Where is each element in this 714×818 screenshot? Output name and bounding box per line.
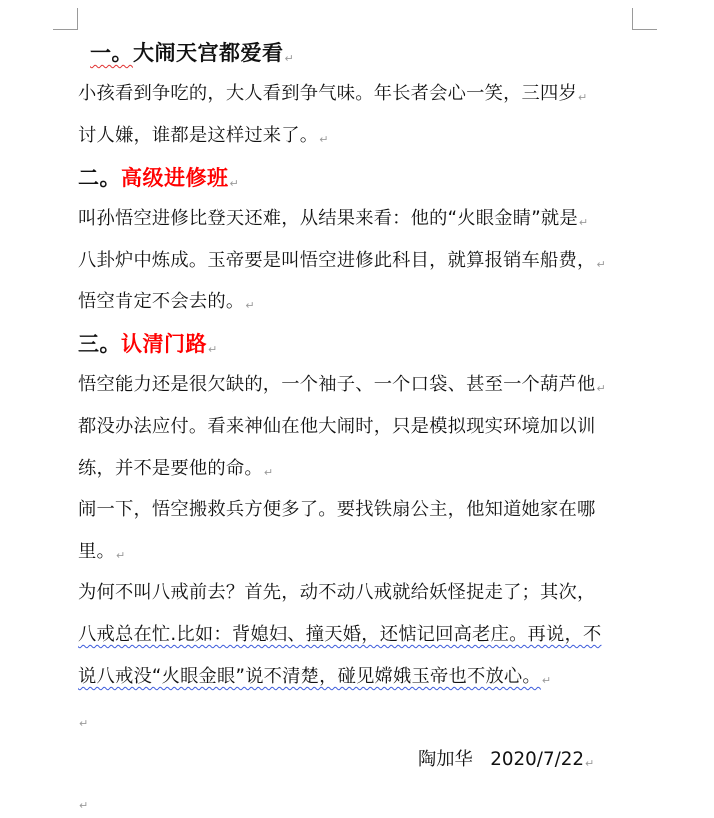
body-line-with-proofing: 说八戒没“火眼金眼”说不清楚，碰见嫦娥玉帝也不放心。↵ [78, 666, 552, 687]
paragraph-mark-icon: ↵ [208, 343, 218, 356]
body-line: 悟空肯定不会去的。↵ [78, 291, 255, 312]
page-corner-mark-top-left [53, 29, 78, 30]
paragraph-mark-icon: ↵ [585, 757, 595, 770]
section-number: 一。 [90, 41, 133, 65]
page-corner-mark-top-right [632, 29, 657, 30]
section-heading-2 [78, 166, 239, 196]
body-line: 讨人嫌，谁都是这样过来了。↵ [78, 125, 329, 146]
paragraph-mark-icon: ↵ [115, 549, 126, 562]
paragraph-mark-icon: ↵ [284, 52, 295, 65]
line-break-mark-icon: ↵ [578, 91, 588, 104]
page-corner-mark-top-left [77, 8, 78, 30]
line-break-mark-icon: ↵ [596, 382, 606, 395]
page-corner-mark-top-right [632, 8, 633, 30]
body-line: 小孩看到争吃的，大人看到争气味。年长者会心一笑，三四岁↵ [78, 83, 588, 104]
body-line-with-proofing: 八戒总在忙.比如：背媳妇、撞天婚，还惦记回高老庄。再说，不 [78, 624, 602, 645]
section-title: 认清门路 [121, 332, 207, 356]
section-heading-1 [90, 41, 294, 71]
section-number: 二。 [78, 166, 121, 190]
paragraph-mark-icon: ↵ [79, 717, 89, 730]
section-title: 大闹天宫都爱看 [133, 41, 284, 65]
section-heading-3 [78, 332, 218, 362]
line-break-mark-icon: ↵ [596, 258, 606, 271]
line-break-mark-icon: ↵ [578, 216, 589, 229]
signature-date: 2020/7/22 [490, 749, 585, 770]
paragraph-mark-icon: ↵ [263, 466, 274, 479]
empty-paragraph [78, 790, 88, 818]
section-title: 高级进修班 [121, 166, 229, 190]
paragraph-mark-icon: ↵ [541, 674, 552, 687]
body-line: 里。↵ [78, 541, 126, 562]
paragraph-mark-icon: ↵ [245, 299, 255, 312]
paragraph-mark-icon: ↵ [79, 799, 89, 812]
body-line: 都没办法应付。看来神仙在他大闹时，只是模拟现实环境加以训 [78, 416, 596, 437]
body-line: 为何不叫八戒前去？首先，动不动八戒就给妖怪捉走了；其次， [78, 582, 596, 603]
empty-paragraph [78, 708, 88, 736]
author-name: 陶加华 [418, 749, 473, 770]
body-line: 练，并不是要他的命。↵ [78, 458, 274, 479]
paragraph-mark-icon: ↵ [229, 177, 240, 190]
body-line: 八卦炉中炼成。玉帝要是叫悟空进修此科目，就算报销车船费，↵ [78, 250, 606, 271]
signature-line [418, 748, 594, 776]
body-line: 叫孙悟空进修比登天还难，从结果来看：他的“火眼金睛”就是↵ [78, 208, 589, 229]
paragraph-mark-icon: ↵ [319, 133, 329, 146]
body-line: 闹一下，悟空搬救兵方便多了。要找铁扇公主，他知道她家在哪 [78, 499, 596, 520]
body-line: 悟空能力还是很欠缺的，一个袖子、一个口袋、甚至一个葫芦他↵ [78, 374, 606, 395]
section-number: 三。 [78, 332, 121, 356]
